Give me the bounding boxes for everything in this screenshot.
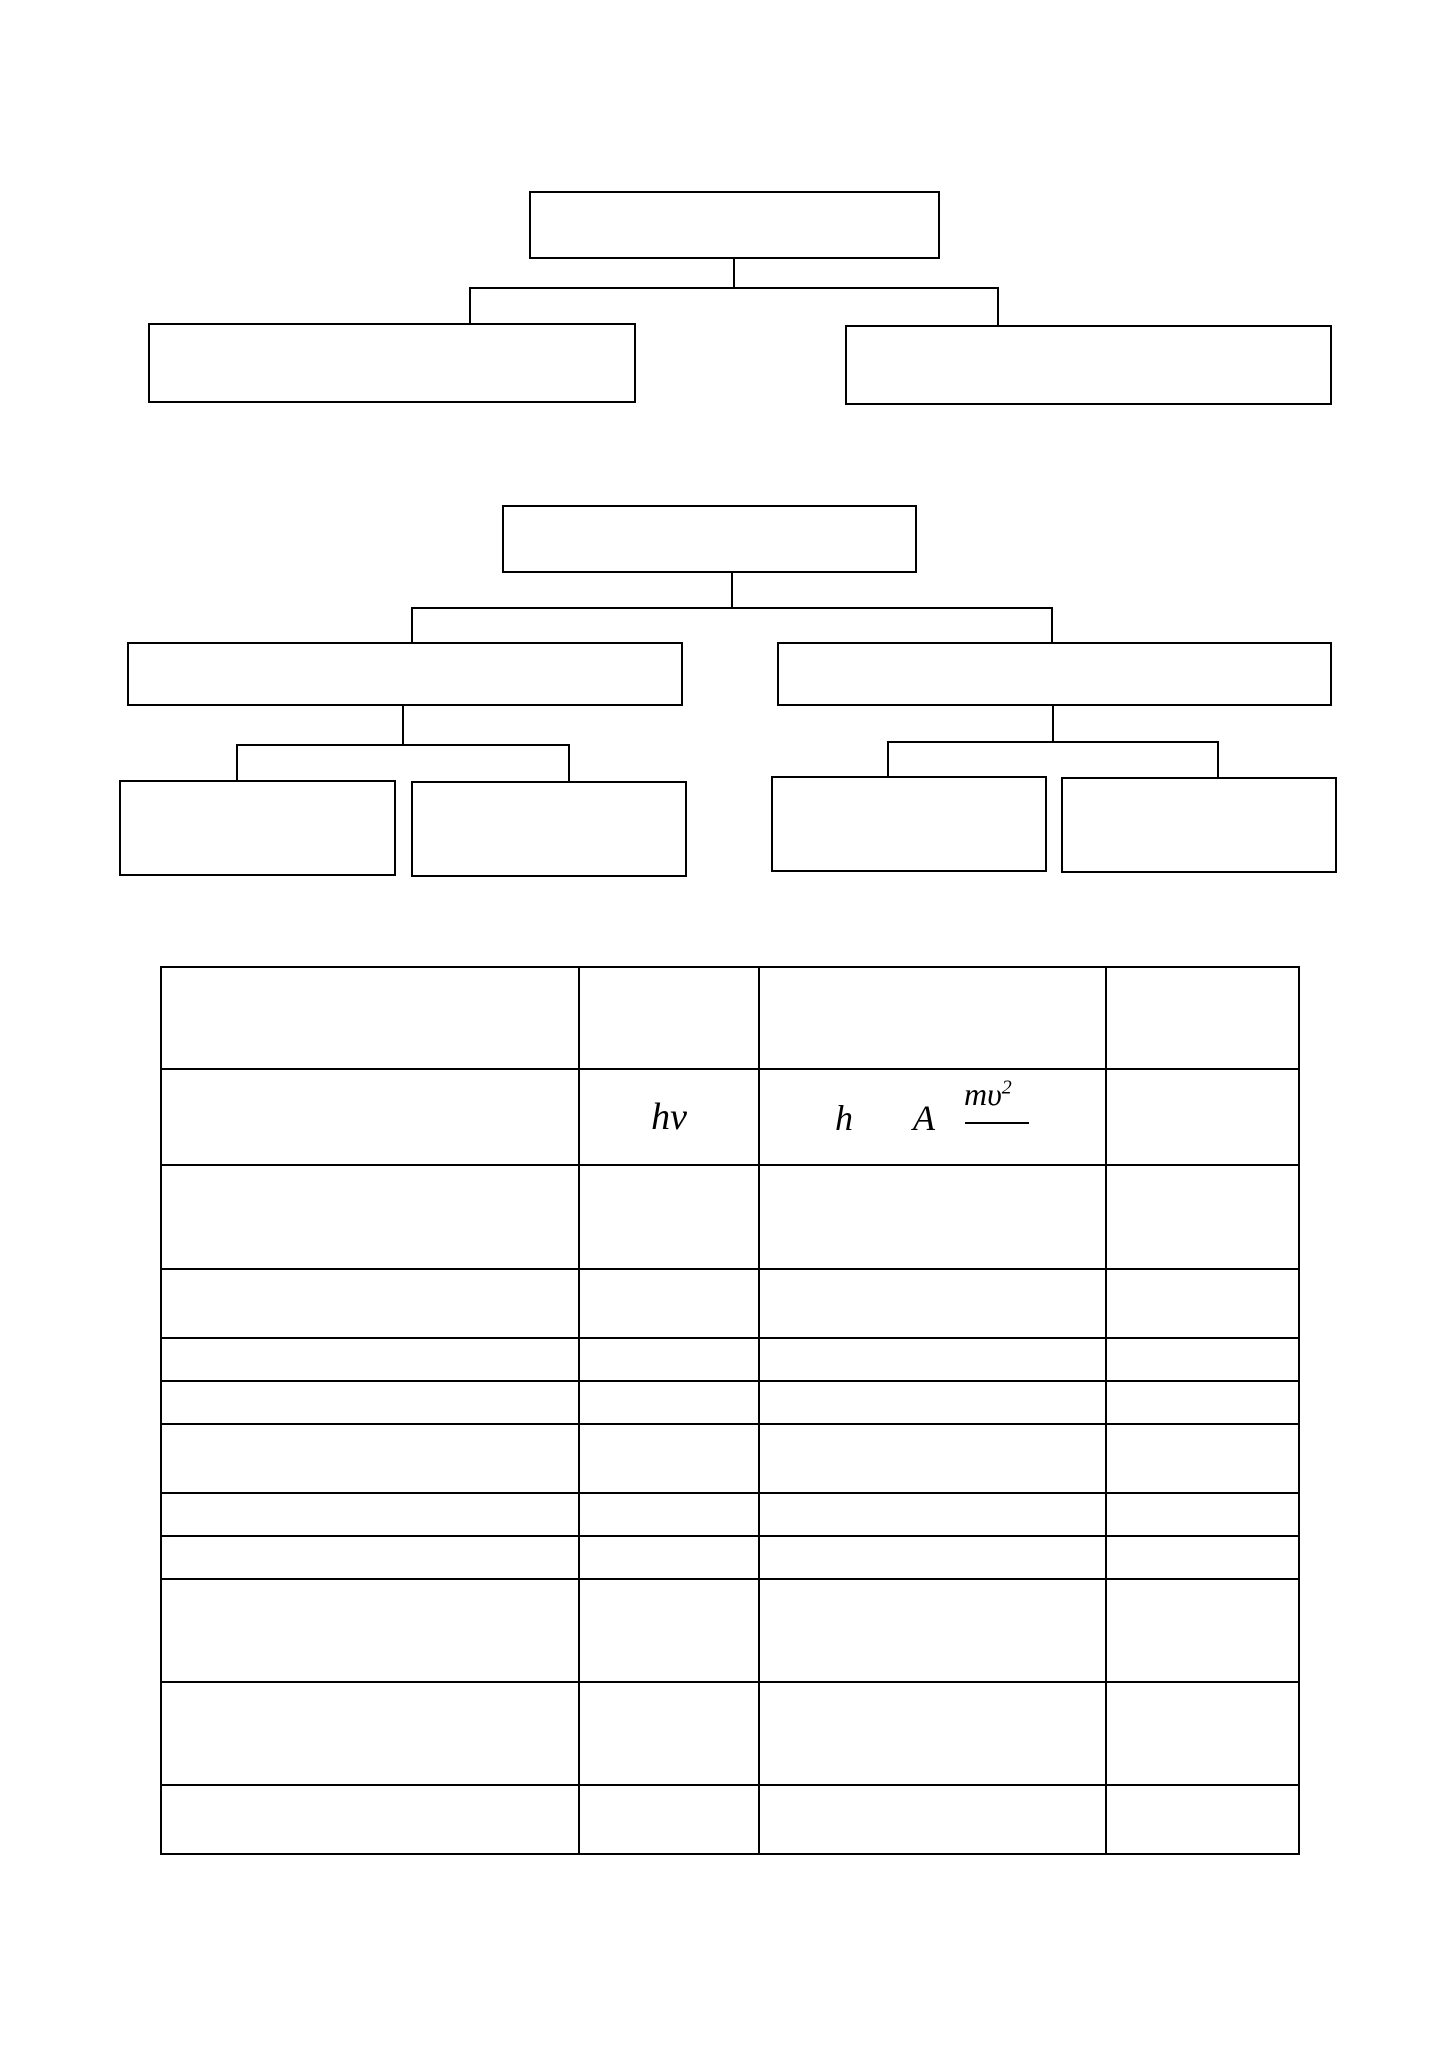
table-row [161,1579,1299,1682]
table-row [161,1338,1299,1381]
map2-connector [236,744,238,781]
table-cell [1106,1785,1299,1854]
table-cell [161,1536,579,1579]
numerator-text: mυ [964,1076,1002,1112]
photon-energy-formula: hν [579,1069,759,1165]
table-row [161,1682,1299,1785]
table-cell [161,967,579,1069]
table-cell [161,1424,579,1493]
table-cell [161,1493,579,1536]
table-cell [579,1338,759,1381]
fraction-bar [965,1122,1029,1124]
map1-connector [469,287,999,289]
map2-connector [411,607,413,643]
table-cell [579,1785,759,1854]
table-cell [1106,1424,1299,1493]
map2-leaf-box-4 [1061,777,1337,873]
map2-connector [1051,607,1053,643]
table-cell [759,967,1106,1069]
table-cell [161,1069,579,1165]
table-cell [161,1165,579,1269]
table-cell [759,1579,1106,1682]
table-cell [1106,1493,1299,1536]
table-cell [161,1785,579,1854]
table-cell [579,1579,759,1682]
table-cell [1106,1069,1299,1165]
table-row [161,1269,1299,1338]
table-cell [759,1493,1106,1536]
work-function-symbol: A [913,1098,935,1138]
table-cell [579,1493,759,1536]
map1-connector [997,287,999,326]
table-cell [1106,1579,1299,1682]
table-cell [579,1269,759,1338]
map2-connector [887,741,889,777]
table-row [161,967,1299,1069]
table-row [161,1381,1299,1424]
map2-connector [411,607,1053,609]
table-cell [1106,1381,1299,1424]
table-cell [579,1165,759,1269]
table-cell [759,1424,1106,1493]
table-cell [579,1381,759,1424]
table-cell [161,1269,579,1338]
map2-connector [568,744,570,781]
map1-connector [733,259,735,289]
table-cell [579,1682,759,1785]
map2-connector [1217,741,1219,778]
einstein-equation [759,1069,1106,1165]
table-cell [1106,967,1299,1069]
map1-connector [469,287,471,324]
table-cell [579,1536,759,1579]
map2-connector [402,706,404,746]
table-cell [579,967,759,1069]
map2-right-box [777,642,1332,706]
table-cell [759,1785,1106,1854]
table-cell [759,1381,1106,1424]
table-cell [759,1682,1106,1785]
table-cell [1106,1682,1299,1785]
map2-connector [1052,706,1054,743]
map2-leaf-box-2 [411,781,687,877]
map2-connector [887,741,1219,743]
numerator-exponent: 2 [1001,1076,1012,1099]
table-row [161,1493,1299,1536]
map1-root-box [529,191,940,259]
map2-root-box [502,505,917,573]
table-cell [1106,1269,1299,1338]
table-row [161,1536,1299,1579]
kinetic-energy-numerator [964,1076,1012,1113]
table-row [161,1424,1299,1493]
table-cell [161,1682,579,1785]
table-cell [1106,1165,1299,1269]
comparison-table [160,966,1300,1855]
planck-constant-symbol: h [835,1098,853,1138]
table-cell [759,1269,1106,1338]
map2-leaf-box-3 [771,776,1047,872]
table-cell [759,1338,1106,1381]
map2-connector [236,744,570,746]
table-cell [161,1338,579,1381]
map2-leaf-box-1 [119,780,396,876]
table-cell [759,1536,1106,1579]
table-cell [1106,1338,1299,1381]
table-row [161,1165,1299,1269]
table-cell [759,1165,1106,1269]
table-row [161,1069,1299,1165]
map1-left-box [148,323,636,403]
table-cell [1106,1536,1299,1579]
table-cell [161,1579,579,1682]
map1-right-box [845,325,1332,405]
table-cell [579,1424,759,1493]
table-cell [161,1381,579,1424]
map2-left-box [127,642,683,706]
map2-connector [731,573,733,609]
table-row [161,1785,1299,1854]
